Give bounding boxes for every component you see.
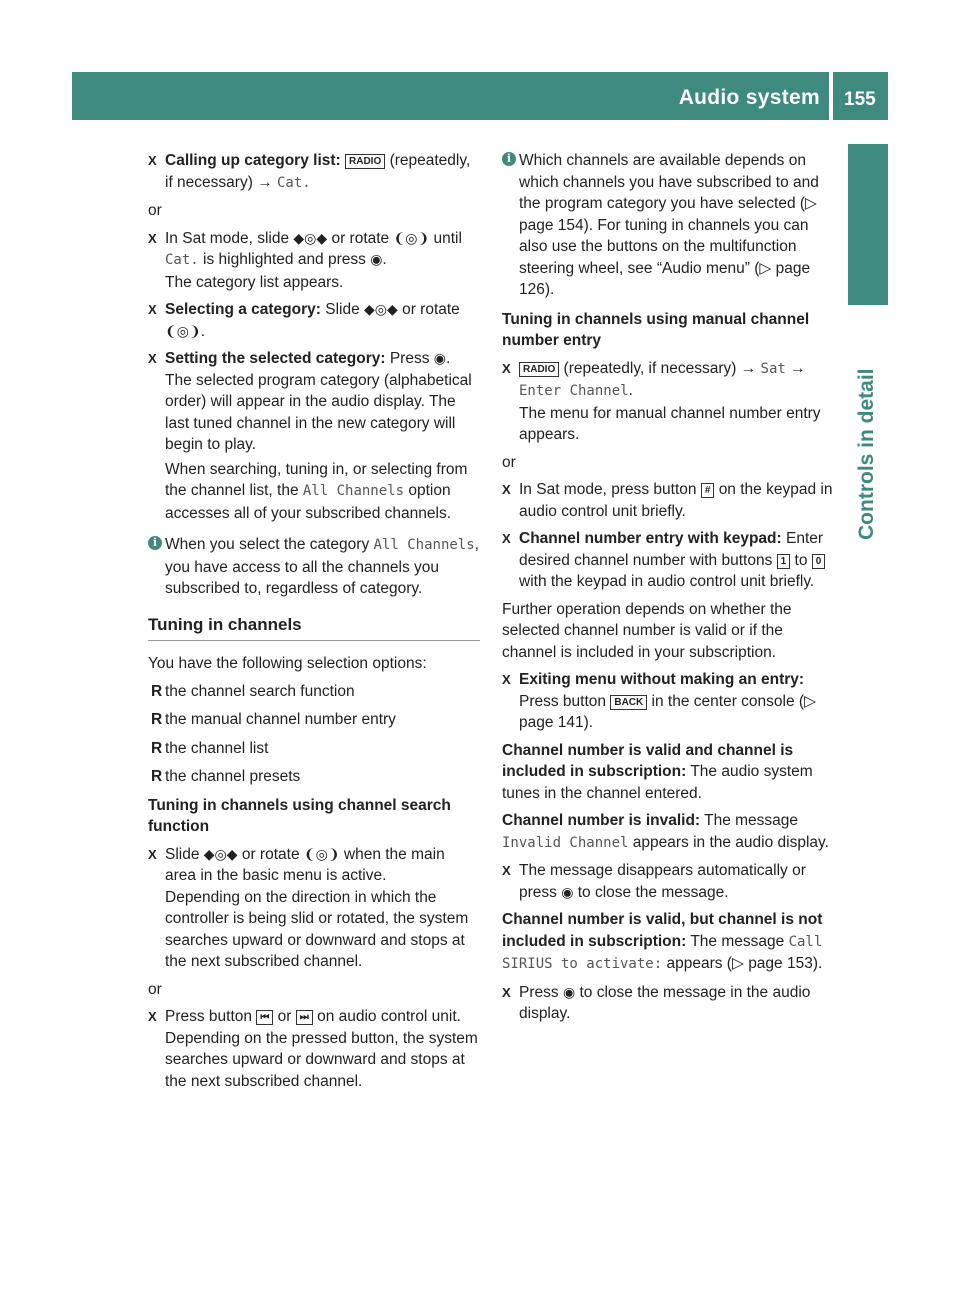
paragraph: Channel number is invalid: The message Invalid Channel appears in the audio display. <box>502 812 829 851</box>
info-note-all-channels: i When you select the category All Channels, you have access to all the channels you subscribed to, regardless of category. <box>148 534 480 600</box>
step-sat-mode-press-hash: X In Sat mode, press button # on the keypad in audio control unit briefly. <box>502 481 833 520</box>
paragraph: Channel number is valid and channel is included in subscription: The audio system tunes in the channel entered. <box>502 741 813 802</box>
step-press-skip-buttons: X Press button ⏮ or ⏭ on audio control unit. Depending on the pressed button, the system searches upward or downward and stops at the next subscribed channel. <box>148 1008 478 1090</box>
controller-press-icon: ◉ <box>561 883 574 900</box>
list-item: R the manual channel number entry <box>151 711 396 728</box>
section-title: Tuning in channels <box>148 614 480 642</box>
step-selecting-category: X Selecting a category: Slide ◆◎◆ or rotate ❨◎❩. <box>148 301 460 340</box>
skip-forward-key-icon: ⏭ <box>296 1010 313 1025</box>
step-slide-search: X Slide ◆◎◆ or rotate ❨◎❩ when the main area in the basic menu is active. Depending on the direction in which the controller is being slid or rotated, the system searches upward or downward and stops at the next subscribed channel. <box>148 845 469 970</box>
controller-rotate-icon: ❨◎❩ <box>393 229 430 246</box>
subheading: Tuning in channels using channel search function <box>148 796 451 835</box>
controller-press-icon: ◉ <box>433 350 446 366</box>
step-sat-mode-slide: X In Sat mode, slide ◆◎◆ or rotate ❨◎❩ until Cat. is highlighted and press ◉. The category list appears. <box>148 229 462 291</box>
page-ref-icon: ▷ <box>731 955 744 972</box>
skip-back-key-icon: ⏮ <box>256 1010 273 1025</box>
key-0-icon: 0 <box>812 554 826 569</box>
header-divider <box>829 72 833 120</box>
controller-slide-icon: ◆◎◆ <box>293 229 328 246</box>
or-text: or <box>502 453 516 471</box>
step-message-disappears: X The message disappears automatically or press ◉ to close the message. <box>502 862 806 901</box>
controller-rotate-icon: ❨◎❩ <box>303 845 340 862</box>
chapter-tab <box>848 144 888 305</box>
list-item: R the channel list <box>151 739 269 757</box>
step-press-close-message: X Press ◉ to close the message in the audio display. <box>502 983 811 1022</box>
list-item: R the channel presets <box>151 768 301 785</box>
step-exit-menu: X Exiting menu without making an entry: Press button BACK in the center console (▷ page 141). <box>502 671 816 731</box>
page-ref-icon: ▷ <box>805 195 817 212</box>
page-ref-icon: ▷ <box>759 259 772 277</box>
page-number: 155 <box>844 89 876 110</box>
right-column <box>502 150 836 1031</box>
radio-key-icon: RADIO <box>519 362 559 377</box>
step-radio-sat-enter: X RADIO (repeatedly, if necessary) → Sat → Enter Channel. The menu for manual channel number entry appears. <box>502 359 821 443</box>
paragraph: Channel number is valid, but channel is not included in subscription: The message Call SIRIUS to activate: appears (▷ page 153). <box>502 911 823 972</box>
controller-slide-icon: ◆◎◆ <box>203 845 238 862</box>
paragraph: Further operation depends on whether the selected channel number is valid or if the channel is included in your subscription. <box>502 600 792 661</box>
info-icon: i <box>148 536 162 550</box>
controller-slide-icon: ◆◎◆ <box>364 301 398 317</box>
info-icon: i <box>502 152 516 166</box>
or-text: or <box>148 980 162 998</box>
step-keypad-entry: X Channel number entry with keypad: Enter desired channel number with buttons 1 to 0 with the keypad in audio control unit briefly. <box>502 528 836 593</box>
page-ref-icon: ▷ <box>804 692 816 710</box>
key-1-icon: 1 <box>777 554 791 569</box>
step-setting-category: X Setting the selected category: Press ◉. The selected program category (alphabetical order) will appear in the audio display. The last tuned channel in the new category will begin to play. When searching, tuning in, or selecting from the channel list, the All Channels option accesses all of your subscribed channels. <box>148 350 472 522</box>
back-key-icon: BACK <box>610 695 647 710</box>
left-column <box>148 150 480 1098</box>
or-text: or <box>148 202 162 219</box>
hash-key-icon: # <box>701 483 715 498</box>
info-note-channels-available: i Which channels are available depends on which channels you have subscribed to and the program category you have selected (▷ page 154). For tuning in channels you can also use the buttons on the multifunction steering wheel, see “Audio menu” (▷ page 126). <box>502 150 836 301</box>
controller-press-icon: ◉ <box>370 251 383 267</box>
step-calling-category-list: X Calling up category list: RADIO (repeatedly, if necessary) → Cat. <box>148 152 471 191</box>
intro-text: You have the following selection options: <box>148 655 427 672</box>
page-title: Audio system <box>678 86 820 109</box>
subheading: Tuning in channels using manual channel number entry <box>502 310 810 349</box>
list-item: R the channel search function <box>151 682 355 700</box>
controller-rotate-icon: ❨◎❩ <box>165 322 201 339</box>
radio-key-icon: RADIO <box>345 154 385 169</box>
controller-press-icon: ◉ <box>562 983 576 1000</box>
